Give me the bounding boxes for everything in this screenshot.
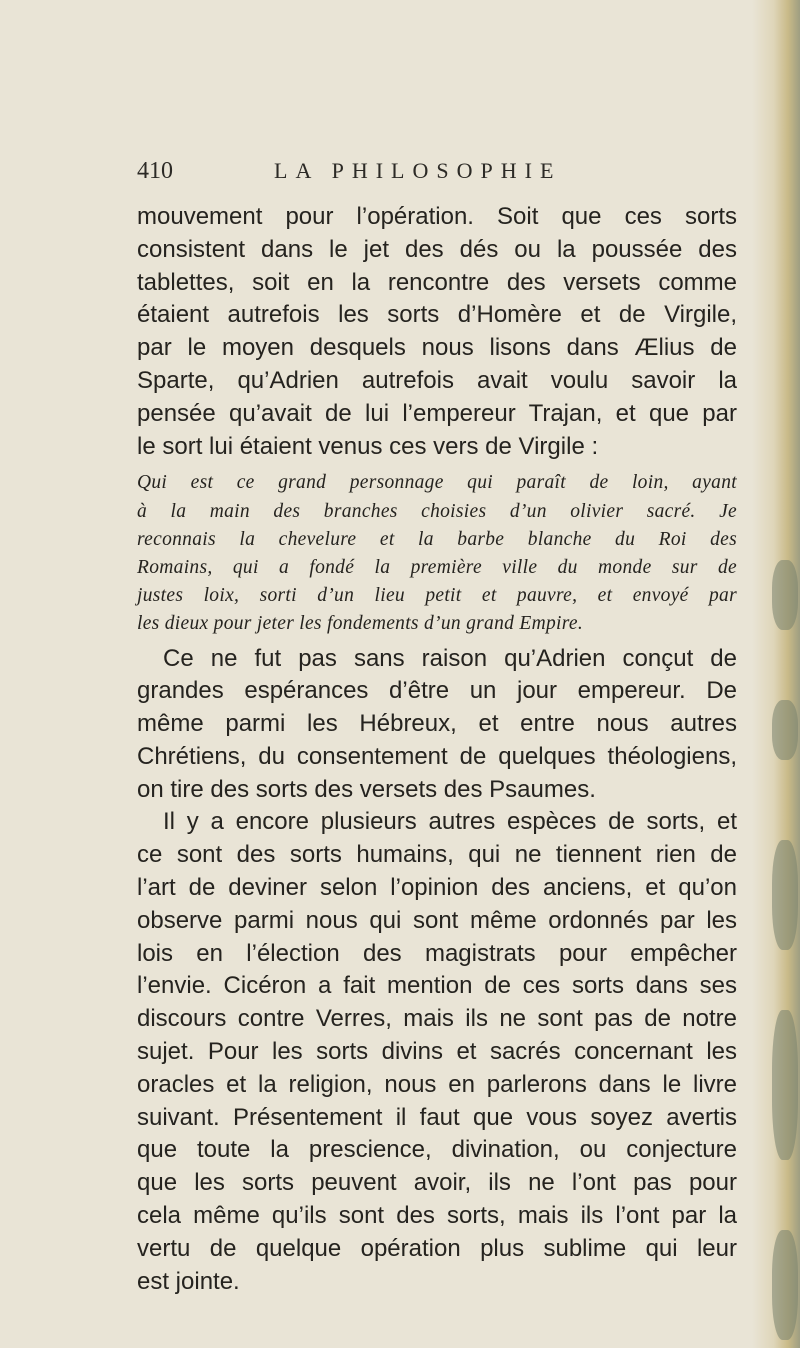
- text-line: par le moyen desquels nous lisons dans Ælius de: [137, 334, 737, 362]
- text-line: cela même qu’ils sont des sorts, mais ils l’ont par la: [137, 1202, 737, 1230]
- text-line: que les sorts peuvent avoir, ils ne l’ont pas pour: [137, 1169, 737, 1197]
- text-line: Sparte, qu’Adrien autrefois avait voulu savoir la: [137, 366, 737, 394]
- text-line: tablettes, soit en la rencontre des versets comme: [137, 268, 737, 296]
- text-line: mouvement pour l’opération. Soit que ces sorts: [137, 203, 737, 230]
- text-line: est jointe.: [137, 1267, 240, 1295]
- text-line: pensée qu’avait de lui l’empereur Trajan, et que par: [137, 399, 737, 427]
- text-line: le sort lui étaient venus ces vers de Virgile :: [137, 432, 599, 460]
- edge-stain: [772, 700, 798, 760]
- quote-line: justes loix, sorti d’un lieu petit et pauvre, et envoyé par: [137, 585, 737, 607]
- text-line: Ce ne fut pas sans raison qu’Adrien conçut de: [163, 644, 737, 672]
- page-number: 410: [137, 158, 173, 184]
- body-text: [137, 201, 737, 1298]
- paragraph-2: [137, 643, 737, 807]
- text-line: sujet. Pour les sorts divins et sacrés concernant les: [137, 1038, 737, 1066]
- quote-line: les dieux pour jeter les fondements d’un grand Empire.: [137, 613, 584, 635]
- quote-line: reconnais la chevelure et la barbe blanche du Roi des: [137, 528, 737, 550]
- text-line: lois en l’élection des magistrats pour empêcher: [137, 939, 737, 967]
- edge-stain: [772, 840, 798, 950]
- text-line: l’art de deviner selon l’opinion des anciens, et qu’on: [137, 874, 737, 902]
- virgil-quote: [137, 463, 737, 642]
- paragraph-1: [137, 201, 737, 463]
- quote-line: à la main des branches choisies d’un olivier sacré. Je: [137, 500, 737, 522]
- text-line: oracles et la religion, nous en parlerons dans le livre: [137, 1070, 737, 1098]
- quote-line: Romains, qui a fondé la première ville du monde sur de: [137, 556, 737, 578]
- text-line: on tire des sorts des versets des Psaumes.: [137, 775, 596, 803]
- paragraph-3: [137, 806, 737, 1298]
- text-line: que toute la prescience, divination, ou conjecture: [137, 1136, 737, 1164]
- quote-line: Qui est ce grand personnage qui paraît de loin, ayant: [137, 472, 737, 494]
- text-line: consistent dans le jet des dés ou la poussée des: [137, 235, 737, 263]
- text-line: étaient autrefois les sorts d’Homère et de Virgile,: [137, 301, 737, 329]
- running-title: LA PHILOSOPHIE: [274, 158, 562, 183]
- text-line: suivant. Présentement il faut que vous soyez avertis: [137, 1103, 737, 1131]
- text-line: grandes espérances d’être un jour empereur. De: [137, 677, 737, 705]
- text-line: ce sont des sorts humains, qui ne tiennent rien de: [137, 841, 737, 869]
- text-line: discours contre Verres, mais ils ne sont pas de notre: [137, 1005, 737, 1033]
- edge-stain: [772, 1230, 798, 1340]
- text-line: même parmi les Hébreux, et entre nous autres: [137, 710, 737, 738]
- page-header: [137, 153, 757, 189]
- text-line: l’envie. Cicéron a fait mention de ces sorts dans ses: [137, 972, 737, 1000]
- text-line: observe parmi nous qui sont même ordonnés par les: [137, 906, 737, 934]
- text-line: Chrétiens, du consentement de quelques théologiens,: [137, 742, 737, 770]
- edge-stain: [772, 560, 798, 630]
- text-line: Il y a encore plusieurs autres espèces de sorts, et: [163, 808, 737, 836]
- edge-stain: [772, 1010, 798, 1160]
- page-edge-shadow: [752, 0, 800, 1348]
- text-line: vertu de quelque opération plus sublime qui leur: [137, 1234, 737, 1262]
